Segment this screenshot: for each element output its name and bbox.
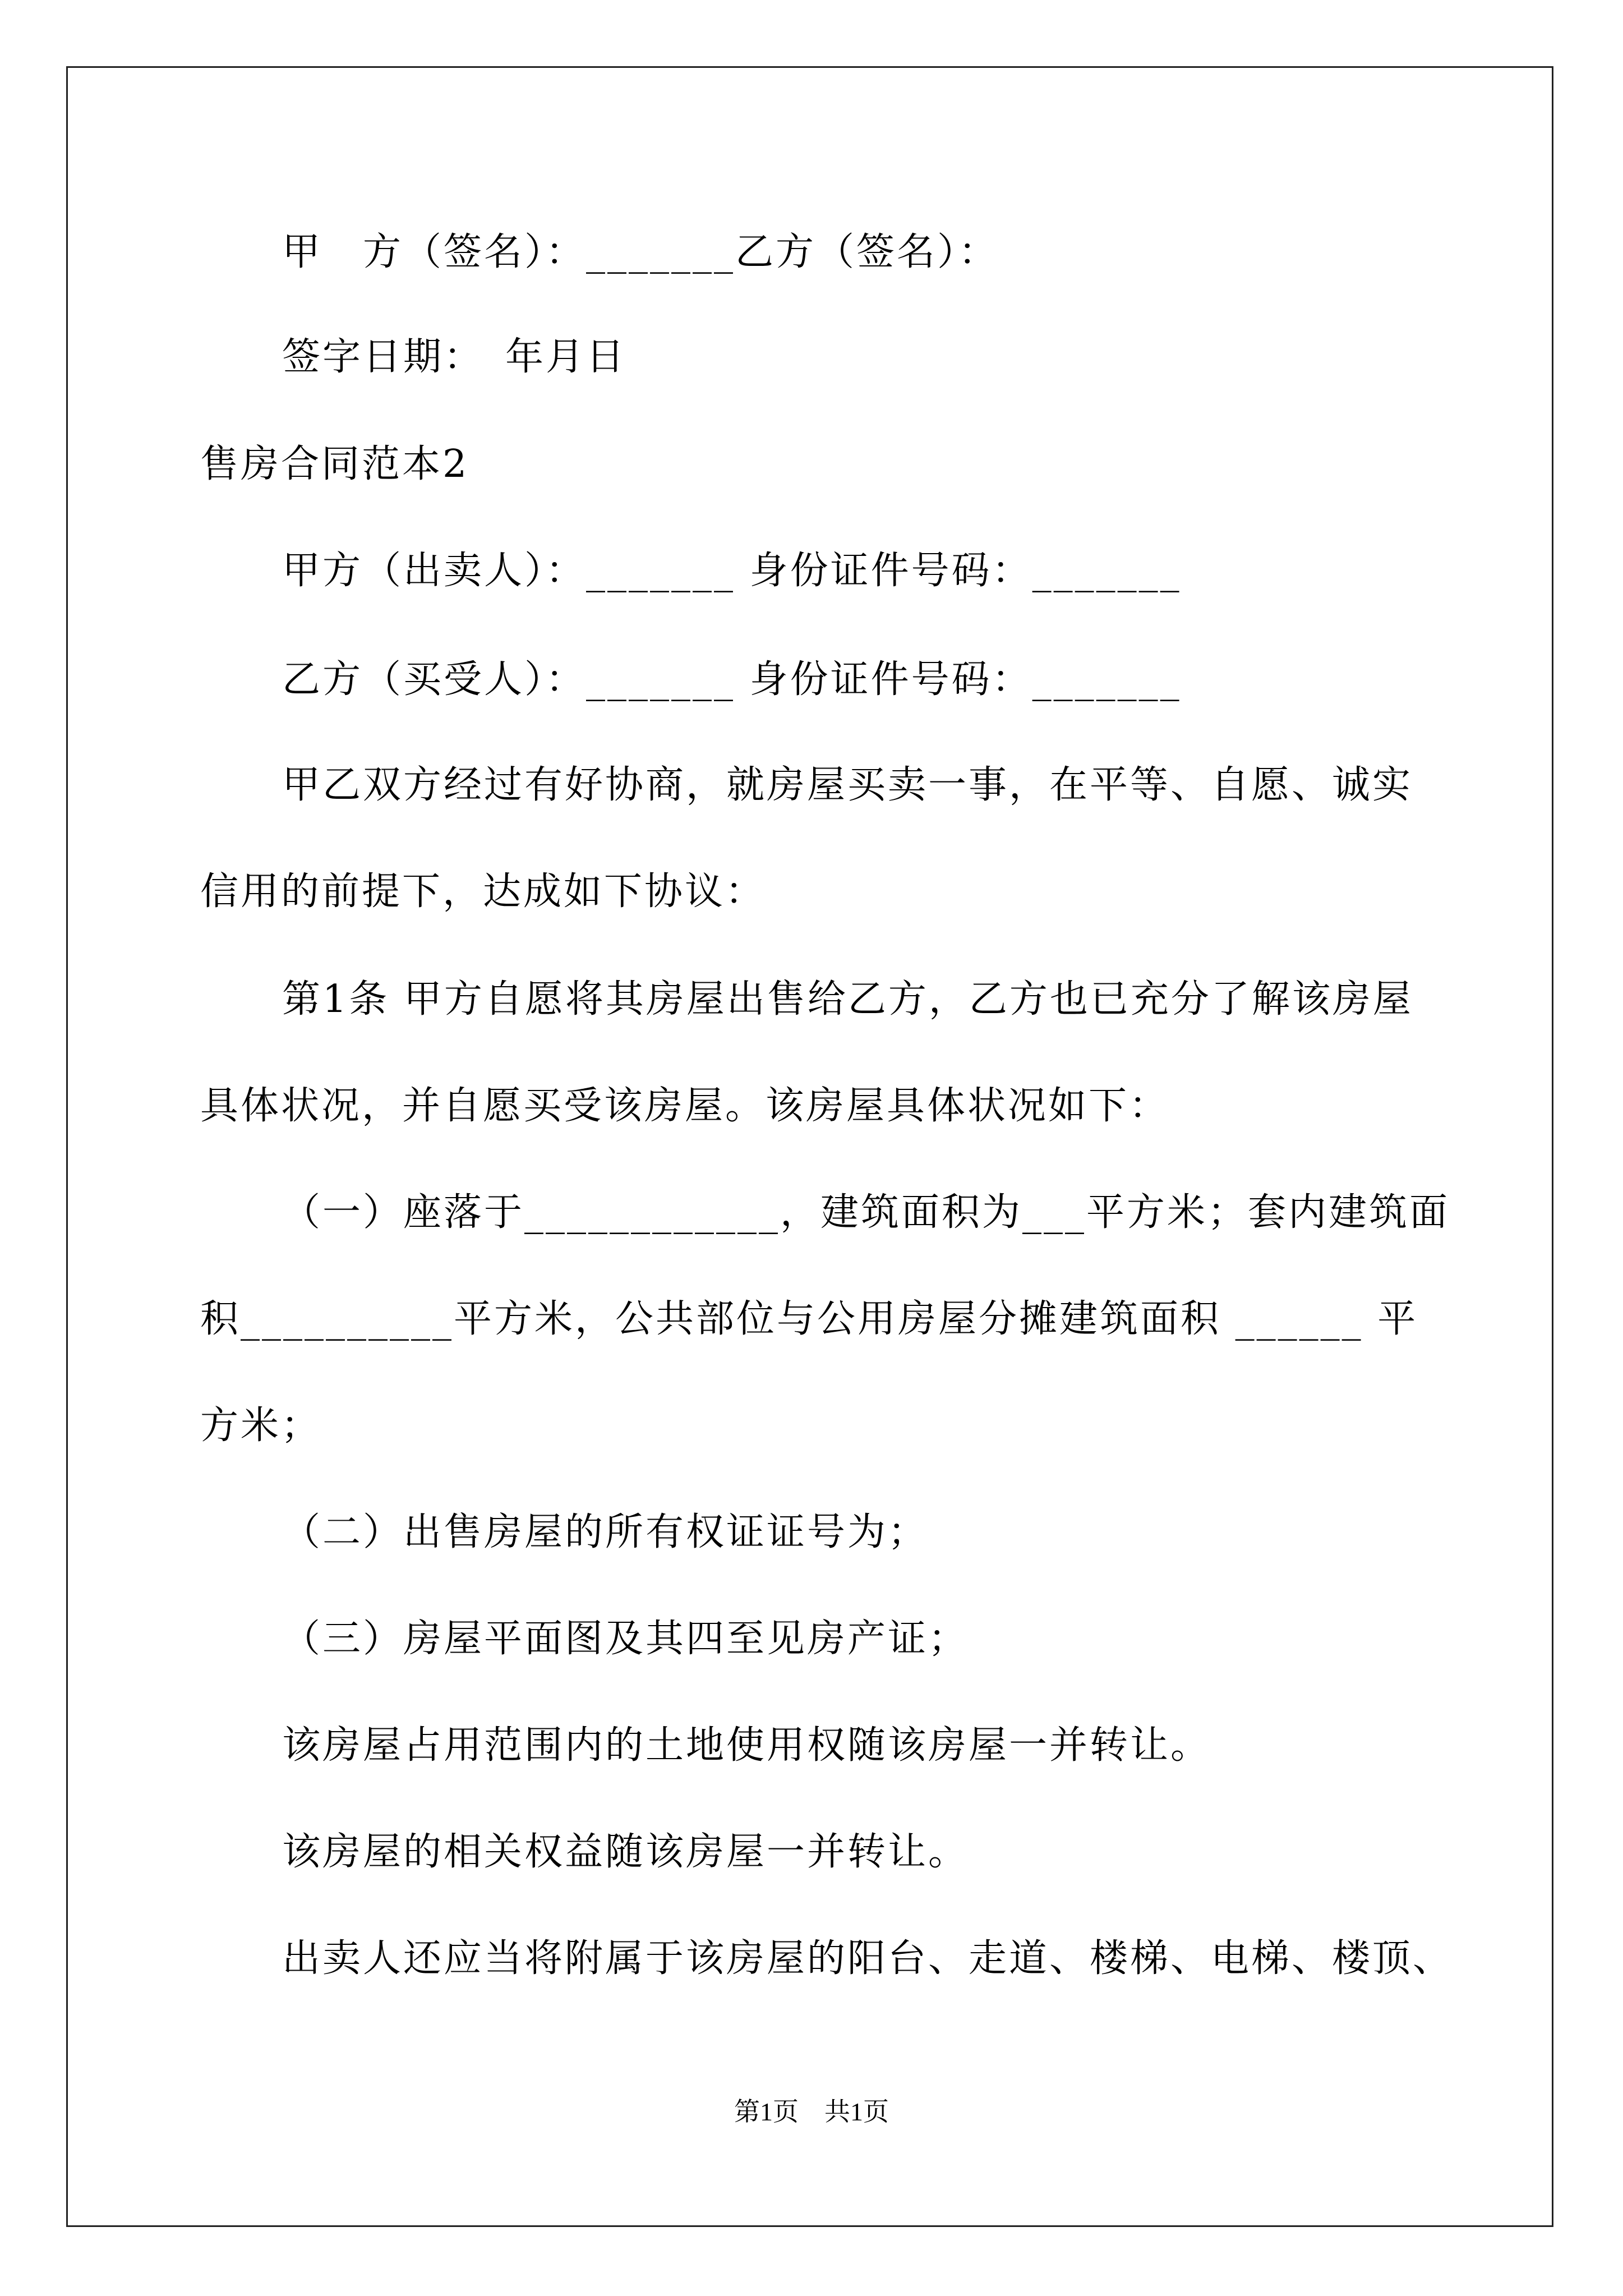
signature-line: 甲 方（签名）：_______乙方（签名）： <box>282 230 999 274</box>
paragraph-line: 积__________平方米，公共部位与公用房屋分摊建筑面积 ______ 平 <box>200 1297 1418 1341</box>
page-number: 第1页 共1页 <box>734 2097 889 2126</box>
paragraph-line: 具体状况，并自愿买受该房屋。该房屋具体状况如下： <box>200 1084 1170 1128</box>
buyer-line: 乙方（买受人）：_______ 身份证件号码：_______ <box>282 657 1182 702</box>
paragraph-line: 方米； <box>200 1404 322 1448</box>
paragraph-line: 出卖人还应当将附属于该房屋的阳台、走道、楼梯、电梯、楼顶、 <box>282 1936 1454 1981</box>
clause-line: （一）座落于____________，建筑面积为___平方米；套内建筑面 <box>282 1190 1450 1235</box>
article-line: 第1条 甲方自愿将其房屋出售给乙方，乙方也已充分了解该房屋 <box>282 977 1413 1022</box>
paragraph-line: 该房屋占用范围内的土地使用权随该房屋一并转让。 <box>282 1723 1211 1768</box>
clause-line: （三）房屋平面图及其四至见房产证； <box>282 1617 969 1661</box>
paragraph-line: 该房屋的相关权益随该房屋一并转让。 <box>282 1830 969 1874</box>
seller-line: 甲方（出卖人）：_______ 身份证件号码：_______ <box>282 549 1182 593</box>
paragraph-line: 信用的前提下，达成如下协议： <box>200 869 766 914</box>
sign-date-line: 签字日期： 年月日 <box>282 335 627 379</box>
section-heading: 售房合同范本2 <box>200 442 469 486</box>
clause-line: （二）出售房屋的所有权证证号为； <box>282 1510 929 1554</box>
paragraph-line: 甲乙双方经过有好协商，就房屋买卖一事，在平等、自愿、诚实 <box>282 763 1413 807</box>
